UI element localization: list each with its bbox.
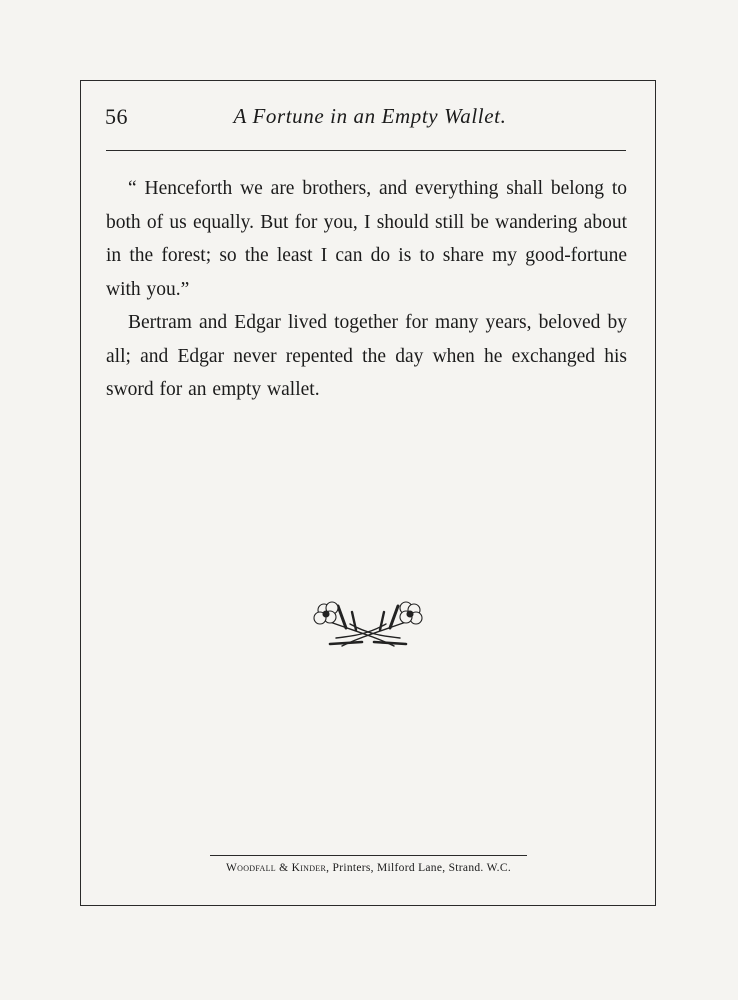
imprint-rule (210, 855, 527, 856)
printer-address: Printers, Milford Lane, Strand. W.C. (332, 862, 511, 874)
paragraph-1: “ Henceforth we are brothers, and everything shall belong to both of us equally. But for you, I should still be wandering about in the forest; so the least I can do is to share my good-fortune with you.” (106, 178, 627, 300)
page-number: 56 (105, 104, 128, 129)
floral-tailpiece-icon (306, 598, 430, 650)
body-text (106, 172, 627, 407)
running-title: A Fortune in an Empty Wallet. (233, 104, 507, 128)
printer-name: Woodfall & Kinder, (226, 862, 330, 874)
header-rule (106, 150, 626, 151)
printer-imprint (180, 862, 557, 874)
paragraph-2: Bertram and Edgar lived together for many years, beloved by all; and Edgar never repented the day when he exchanged his sword for an empty wallet. (106, 312, 627, 400)
